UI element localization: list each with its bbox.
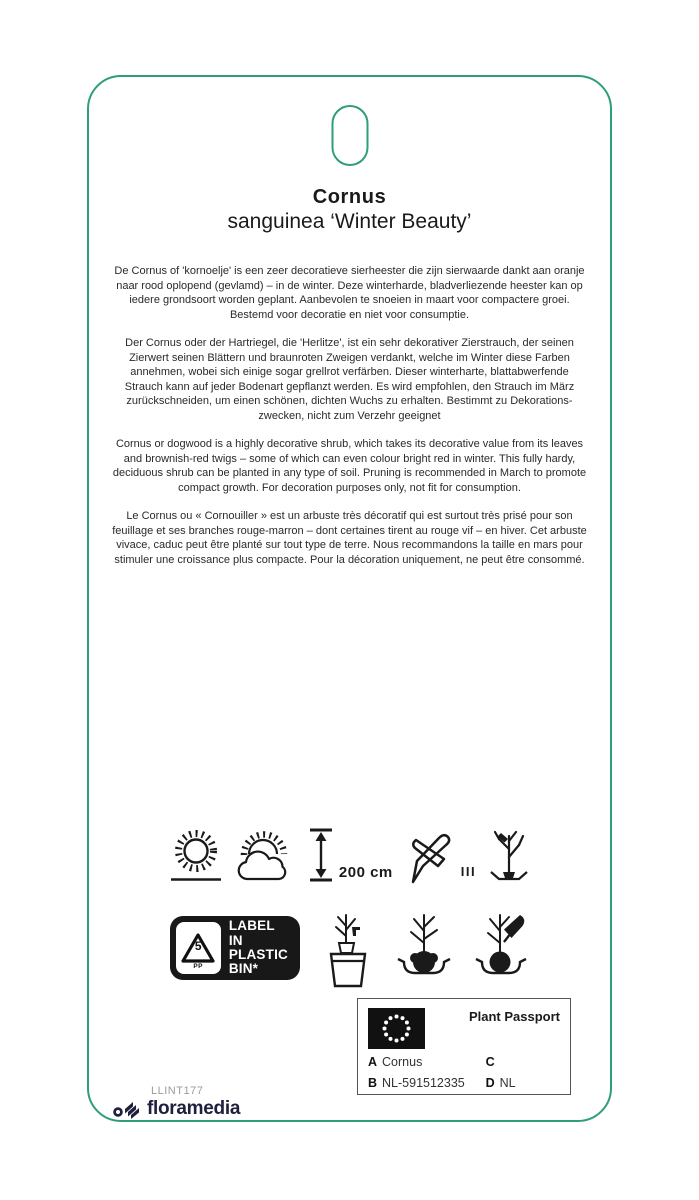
care-symbols-row (89, 826, 610, 884)
eu-flag-icon (368, 1008, 425, 1049)
partial-shade-icon (235, 826, 295, 884)
passport-field-d: D NL (485, 1076, 516, 1090)
recycling-pp5-icon (176, 922, 221, 974)
plant-height-icon (308, 826, 334, 884)
plant-with-trowel-icon (474, 909, 530, 989)
print-code: LLINT177 (151, 1085, 204, 1097)
hanger-hole (331, 105, 368, 166)
bin-badge-text: LABEL IN PLASTIC BIN* (228, 918, 288, 977)
recycling-code: 5 (194, 939, 202, 953)
description-block (89, 264, 610, 581)
plant-rootball-icon (396, 909, 452, 989)
pruning-shears-icon (406, 828, 456, 884)
floramedia-leaf-logo (113, 1100, 143, 1119)
recycling-material: PP (193, 963, 203, 970)
plant-passport-box (357, 998, 571, 1095)
passport-title: Plant Passport (468, 1009, 560, 1024)
water-bucket-plant-icon (322, 909, 374, 989)
height-value: 200 cm (338, 864, 393, 881)
plant-label-card (87, 75, 612, 1122)
plant-genus-title: Cornus (312, 186, 387, 208)
passport-field-b: B NL-591512335 (368, 1076, 465, 1090)
plant-height-item (308, 826, 393, 884)
label-in-plastic-bin-badge (170, 916, 300, 980)
pruning-month: III (460, 864, 477, 879)
floramedia-logo (113, 1098, 240, 1120)
description-french: Le Cornus ou « Cornouiller » est un arbuste très décoratif qui est surtout très prisé pour son feuillage et ses branches rouge-marron – dont certaines tirent au rouge vif – en hiver. Cet arbuste vivace, caduc peut être planté sur tout type de terre. Nous recommandons la taille en mars pour stimuler une croissance plus compacte. Pour la décoration uniquement, ne peut être consommé. (112, 510, 587, 566)
handling-symbols-row (89, 909, 610, 989)
passport-field-c: C (485, 1055, 495, 1069)
brand-name: floramedia (147, 1098, 241, 1119)
pruning-item (406, 828, 476, 884)
plant-species-subtitle: sanguinea ‘Winter Beauty’ (227, 210, 472, 233)
full-sun-icon (170, 826, 222, 884)
passport-fields (368, 1052, 564, 1094)
description-dutch: De Cornus of 'kornoelje' is een zeer decoratieve sierheester die zijn sierwaarde dankt aan oranje naar rood oplopend (gevlamd) – in de winter. Deze winterharde, bladverliezende heester kan op iedere grondsoort worden geplant. Aanbevolen te snoeien in maart voor compactere groei. Bestemd voor decoratie en niet voor consumptie. (114, 265, 585, 321)
description-english: Cornus or dogwood is a highly decorative shrub, which takes its decorative value from its leaves and brownish-red twigs – some of which can even colour bright red in winter. This fully hardy, deciduous shrub can be planted in any type of soil. Pruning is recommended in March to promote compact growth. For decoration purposes only, not fit for consumption. (112, 438, 587, 494)
description-german: Der Cornus oder der Hartriegel, die 'Herlitze', ist ein sehr dekorativer Zierstrauch, der seinen Zierwert seinen Blättern und braunroten Zweigen verdankt, welche im Winter diese Farben annehmen, wobei sich einige sogar grellrot verfärben. Dieser winterharte, blattabwerfende Strauch kann auf jeder Bodenart gepflanzt werden. Es wird empfohlen, den Strauch im März zurückschneiden, um einen schönen, dichten Wuchs zu erhalten. Bestimmt zu Dekorations- zwecken, nicht zum Verzehr geeignet (124, 337, 575, 422)
prune-shrub-icon (489, 826, 529, 884)
passport-field-a: A Cornus (368, 1055, 423, 1069)
